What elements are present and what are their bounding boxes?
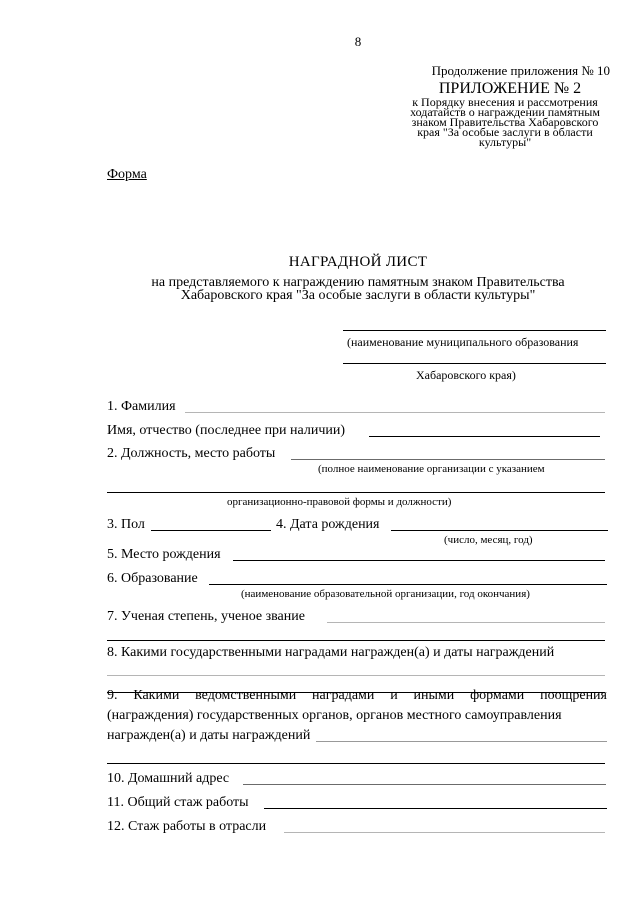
name-patronymic-label: Имя, отчество (последнее при наличии)	[107, 423, 346, 438]
departmental-awards-label: 9. Какими ведомственными наградами и иными формами поощрения (награждения) государственных органов, органов местного самоуправления	[107, 688, 607, 723]
name-patronymic-field[interactable]	[369, 436, 600, 437]
industry-experience-label: 12. Стаж работы в отрасли	[107, 819, 267, 834]
subtitle-line: на представляемого к награждению памятным знаком Правительства	[151, 275, 565, 290]
document-title: НАГРАДНОЙ ЛИСТ	[288, 254, 428, 270]
departmental-awards-field[interactable]	[316, 741, 607, 742]
birth-date-label: 4. Дата рождения	[276, 517, 380, 532]
appendix-reference	[380, 97, 630, 147]
departmental-awards-label-end: награжден(а) и даты награждений	[107, 728, 311, 743]
appendix-line: края "За особые заслуги в области	[417, 125, 593, 139]
birth-date-field[interactable]	[391, 530, 608, 531]
position-hint: (полное наименование организации с указанием	[318, 463, 545, 475]
municipality-line-2[interactable]	[343, 363, 606, 364]
departmental-awards-block	[107, 686, 607, 746]
home-address-field[interactable]	[243, 784, 606, 785]
total-experience-label: 11. Общий стаж работы	[107, 795, 249, 810]
education-hint: (наименование образовательной организации, год окончания)	[241, 588, 530, 600]
birth-place-label: 5. Место рождения	[107, 547, 221, 562]
position-field[interactable]	[291, 459, 605, 460]
appendix-line: к Порядку внесения и рассмотрения	[412, 95, 598, 109]
appendix-line: знаком Правительства Хабаровского	[411, 115, 599, 129]
municipality-hint: (наименование муниципального образования	[347, 335, 579, 349]
degree-field-line-2[interactable]	[107, 640, 605, 641]
form-label: Форма	[107, 167, 147, 182]
appendix-title: ПРИЛОЖЕНИЕ № 2	[438, 80, 582, 97]
degree-label: 7. Ученая степень, ученое звание	[107, 609, 305, 624]
education-label: 6. Образование	[107, 571, 198, 586]
birth-place-field[interactable]	[233, 560, 605, 561]
home-address-label: 10. Домашний адрес	[107, 771, 230, 786]
birth-date-hint: (число, месяц, год)	[444, 534, 533, 546]
state-awards-label: 8. Какими государственными наградами награжден(а) и даты награждений	[107, 645, 555, 660]
education-field[interactable]	[209, 584, 607, 585]
state-awards-field[interactable]	[107, 675, 605, 676]
appendix-line: ходатайств о награждении памятным	[410, 105, 600, 119]
surname-field[interactable]	[185, 412, 605, 413]
position-label: 2. Должность, место работы	[107, 446, 276, 461]
position-hint-2: организационно-правовой формы и должности)	[227, 496, 452, 508]
total-experience-field[interactable]	[264, 808, 607, 809]
position-field-line-2[interactable]	[107, 492, 605, 493]
sex-field[interactable]	[151, 530, 271, 531]
sex-label: 3. Пол	[107, 517, 145, 532]
surname-label: 1. Фамилия	[107, 399, 176, 414]
appendix-line: культуры"	[478, 135, 532, 149]
page-number: 8	[354, 34, 362, 49]
municipality-hint-region: Хабаровского края)	[416, 368, 516, 382]
industry-experience-field[interactable]	[284, 832, 605, 833]
departmental-awards-field-line-2[interactable]	[107, 763, 605, 764]
subtitle-line: Хабаровского края "За особые заслуги в области культуры"	[180, 288, 536, 303]
document-subtitle	[0, 276, 640, 302]
degree-field[interactable]	[327, 622, 605, 623]
municipality-line-1[interactable]	[343, 330, 606, 331]
continuation-note: Продолжение приложения № 10	[431, 63, 610, 78]
